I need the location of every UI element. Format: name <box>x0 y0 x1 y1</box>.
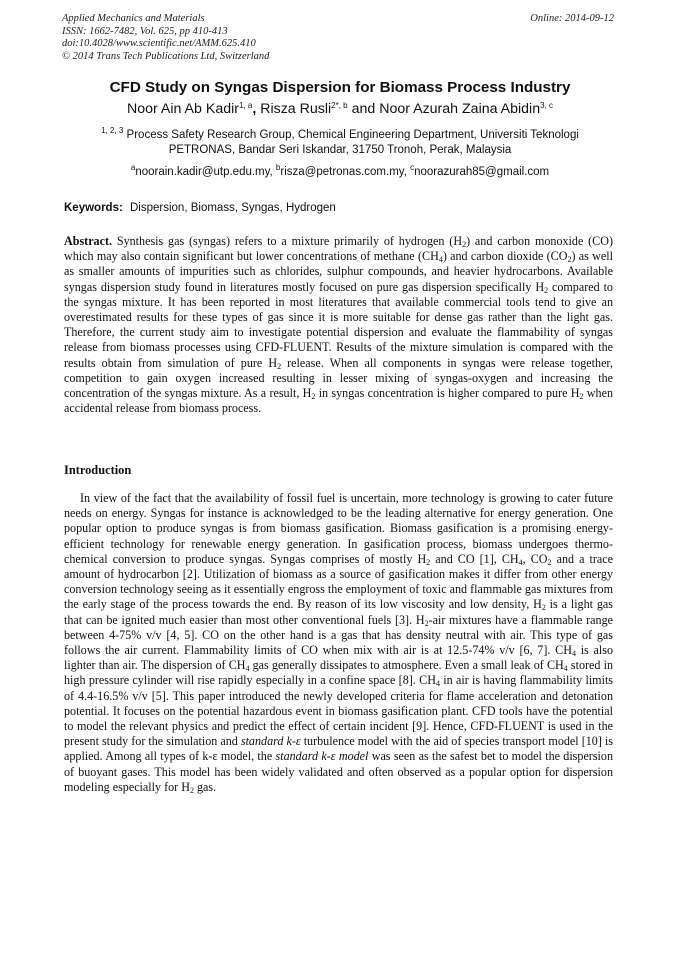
abstract-label: Abstract. <box>64 234 113 248</box>
intro-text: was seen as the safest bet to model the dispersion of buoyant gases. This model has been widely validated and often observed as a popular option for dispersion modeling especially for H <box>64 749 613 794</box>
journal-name: Applied Mechanics and Materials <box>62 13 205 24</box>
abstract-text: release. When all components in syngas were release together, competition to gain oxygen increased resulting in lesser mixing of syngas-oxygen and increasing the concentration of the syngas mixture. As a result, H <box>64 355 614 401</box>
subscript: 4 <box>245 664 250 674</box>
intro-text: and a trace amount of hydrocarbon [2]. Utilization of biomass as a source of gasification makes it differ from other energy conversion technology seeing as it essentially engross the employment of toxic and flammable gas mixtures from the early stage of the process towards the end. By reason of its low viscosity and low density, H <box>64 551 613 612</box>
intro-emphasis: standard k-ε <box>240 734 301 749</box>
subscript: 2 <box>547 557 552 567</box>
subscript: 4 <box>563 664 568 674</box>
intro-emphasis: standard k-ε model <box>275 749 369 764</box>
author-list <box>62 101 618 117</box>
intro-text: turbulence model with the aid of species transport model [10] is applied. Among all types of k-ε model, the <box>64 734 613 764</box>
email-c: noorazurah85@gmail.com <box>414 166 550 178</box>
subscript: 2 <box>277 361 282 371</box>
journal-copyright: © 2014 Trans Tech Publications Ltd, Switzerland <box>62 50 270 62</box>
subscript: 2 <box>544 285 549 295</box>
affiliation-line-1 <box>62 128 618 143</box>
author-3-affil: 3, c <box>540 101 553 110</box>
keywords-text: Dispersion, Biomass, Syngas, Hydrogen <box>130 202 336 214</box>
author-separator: , <box>252 101 261 117</box>
email-a: noorain.kadir@utp.edu.my <box>135 166 270 178</box>
affiliation-text-1: Process Safety Research Group, Chemical Engineering Department, Universiti Teknologi <box>123 129 579 141</box>
subscript: 4 <box>571 649 576 659</box>
subscript: 2 <box>541 603 546 613</box>
email-a-sup: a <box>130 163 136 172</box>
author-1: Noor Ain Ab Kadir <box>126 101 239 117</box>
subscript: 2 <box>462 240 467 249</box>
affiliation-sup: 1, 2, 3 <box>101 126 124 135</box>
subscript: 2 <box>426 557 431 567</box>
paper-title: CFD Study on Syngas Dispersion for Biomass Process Industry <box>109 79 571 96</box>
intro-text: in air is having flammability limits of 4.4-16.5% v/v [5]. This paper introduced the newly developed criteria for flame acceleration and detonation potential. It focuses on the potential hazardous event in biomass gasification plant. CFD tools have the potential to model the relevant physics and predict the effect of certain incident [9]. Hence, CFD-FLUENT is used in the present study for the simulation and <box>64 673 614 749</box>
author-3: Noor Azurah Zaina Abidin <box>379 101 541 117</box>
keywords-label: Keywords: <box>64 202 123 214</box>
email-sep-2: , <box>403 166 411 178</box>
abstract-text: compared to the syngas mixture. It has been reported in most literatures that available commercial tools tend to give an overestimated results for these types of gas since it is more suitable for dense gas rather than the light gas. Therefore, the current study aim to investigate potential dispersion and evaluate the flammability of syngas release from biomass processes using CFD-FLUENT. Results of the mixture simulation is compared with the results obtain from simulation of pure H <box>64 279 613 370</box>
author-1-affil: 1, a <box>238 101 253 110</box>
intro-text: In view of the fact that the availability of fossil fuel is uncertain, more technology is growing to cater future needs on energy. Syngas for instance is acknowledged to be the leading alternative for energy generation. One popular option to produce syngas is from biomass gasification. Biomass gasification is a promising energy-efficient technology for renewable energy generation. In gasification process, biomass undergoes thermo-chemical conversion to produce syngas. Syngas comprises of mostly H <box>64 491 613 566</box>
intro-text: is also lighter than air. The dispersion of CH <box>64 643 613 673</box>
email-b-sup: b <box>275 163 281 172</box>
intro-text: , CO <box>522 551 548 566</box>
email-sep-1: , <box>269 166 276 178</box>
subscript: 2 <box>189 785 194 795</box>
subscript: 2 <box>579 392 584 402</box>
journal-issn: ISSN: 1662-7482, Vol. 625, pp 410-413 <box>62 25 228 37</box>
keywords <box>64 202 620 214</box>
email-b: risza@petronas.com.my <box>280 166 404 178</box>
abstract-text: Synthesis gas (syngas) refers to a mixture primarily of hydrogen (H <box>112 234 463 248</box>
intro-text: is a light gas that can be ignited much easier than most other conventional fuels [3]. H <box>64 597 613 627</box>
abstract-text: in syngas concentration is higher compared to pure H <box>315 386 580 401</box>
author-emails <box>62 163 618 178</box>
email-c-sup: c <box>410 163 415 172</box>
abstract-text: ) and carbon monoxide (CO) which may also contain significant but lower concentrations of methane (CH <box>64 234 613 264</box>
online-date: Online: 2014-09-12 <box>530 13 614 24</box>
intro-text: and CO [1], CH <box>430 551 519 566</box>
abstract-text: ) and carbon dioxide (CO <box>442 249 568 264</box>
author-2-affil: 2*, b <box>331 101 348 110</box>
subscript: 2 <box>311 392 316 402</box>
subscript: 4 <box>438 255 443 265</box>
author-2: Risza Rusli <box>260 101 332 117</box>
affiliation <box>62 128 618 158</box>
subscript: 2 <box>567 255 572 265</box>
intro-text: gas generally dissipates to atmosphere. Even a small leak of CH <box>249 658 564 673</box>
journal-header <box>62 13 618 63</box>
introduction-paragraph <box>64 491 613 795</box>
subscript: 4 <box>518 557 523 567</box>
intro-text: -air mixtures have a flammable range between 4-75% v/v [4, 5]. CO on the other hand is a gas that has density neutral with air. This type of gas follows the air current. Flammability limits of CO when mix with air is at 12.5-74% v/v [6, 7]. CH <box>64 612 613 658</box>
subscript: 2 <box>424 618 429 628</box>
intro-text: stored in high pressure cylinder will rise rapidly especially in a confine space [8]. CH <box>64 658 613 688</box>
section-heading-introduction: Introduction <box>64 463 132 477</box>
affiliation-line-2: PETRONAS, Bandar Seri Iskandar, 31750 Tronoh, Perak, Malaysia <box>168 144 512 156</box>
subscript: 4 <box>435 679 440 689</box>
abstract-text: when accidental release from biomass process. <box>64 386 613 416</box>
intro-text: gas. <box>193 779 217 794</box>
journal-doi: doi:10.4028/www.scientific.net/AMM.625.410 <box>62 38 256 49</box>
abstract-text: ) as well as smaller amounts of impurities such as chlorides, sulphur compounds, and heavier hydrocarbons. Available syngas dispersion study found in literatures mostly focused on pure gas dispersion specifically H <box>64 249 613 294</box>
author-and: and <box>347 101 380 117</box>
abstract <box>64 234 613 416</box>
